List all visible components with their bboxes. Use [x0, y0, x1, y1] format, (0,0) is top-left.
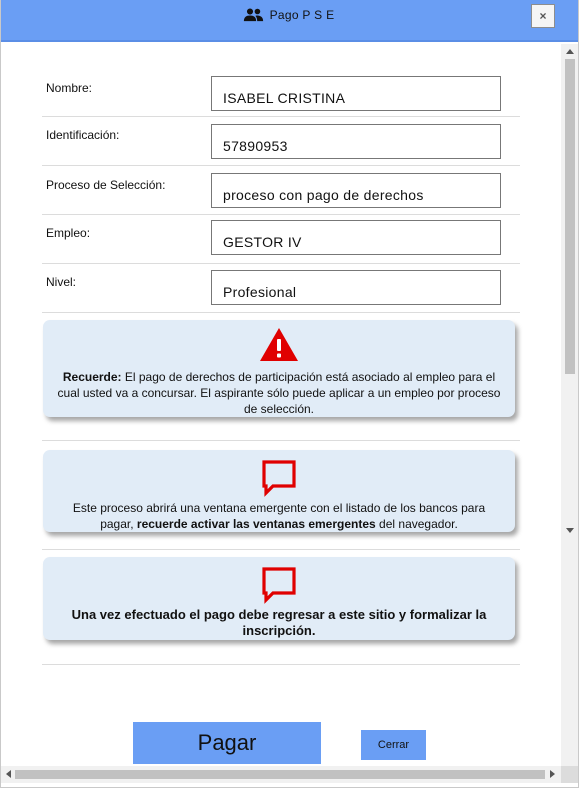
field-row-nivel: [42, 264, 520, 313]
dialog-titlebar[interactable]: [1, 0, 578, 42]
nivel-field[interactable]: Profesional: [211, 270, 501, 305]
scrollbar-corner: [561, 766, 578, 783]
field-label-identificacion: Identificación:: [46, 128, 120, 142]
dialog-title-group: [243, 8, 335, 22]
field-label-proceso: Proceso de Selección:: [46, 178, 166, 192]
horizontal-scrollbar-thumb[interactable]: [15, 770, 545, 779]
divider: [42, 664, 520, 665]
warning-notice-body: El pago de derechos de participación está asociado al empleo para el cual usted va a concursar. El aspirante sólo puede aplicar a un empleo por proceso de selección.: [57, 370, 501, 416]
warning-icon: [57, 327, 501, 363]
popup-notice-body: Este proceso abrirá una ventana emergente con el listado de los bancos para pagar,: [72, 501, 486, 531]
close-button[interactable]: ×: [531, 4, 555, 28]
popup-notice: [43, 450, 515, 532]
cancel-button[interactable]: Cerrar: [361, 730, 426, 760]
empleo-field[interactable]: GESTOR IV: [211, 220, 501, 255]
nombre-field[interactable]: ISABEL CRISTINA: [211, 76, 501, 111]
chat-bubble-icon: [63, 566, 495, 604]
scroll-up-arrow-icon[interactable]: [566, 49, 574, 54]
popup-notice-text: [55, 500, 503, 532]
warning-notice-prefix: Recuerde:: [62, 370, 122, 384]
divider: [42, 549, 520, 550]
field-row-proceso: [42, 166, 520, 215]
scroll-left-arrow-icon[interactable]: [6, 770, 11, 778]
return-notice-text: [63, 607, 495, 639]
popup-notice-emphasis: recuerde activar las ventanas emergentes: [136, 517, 376, 531]
field-row-identificacion: [42, 117, 520, 166]
group-icon: [243, 8, 264, 22]
return-notice: [43, 557, 515, 640]
chat-bubble-icon: [55, 459, 503, 497]
scroll-right-arrow-icon[interactable]: [550, 770, 555, 778]
warning-notice: [43, 320, 515, 417]
identificacion-field[interactable]: 57890953: [211, 124, 501, 159]
field-label-nombre: Nombre:: [46, 81, 93, 95]
scroll-down-arrow-icon[interactable]: [566, 528, 574, 533]
field-row-nombre: [42, 73, 520, 117]
dialog-title: Pago P S E: [269, 8, 335, 22]
return-notice-body: Una vez efectuado el pago debe regresar a este sitio y formalizar la inscripción.: [71, 607, 487, 638]
pay-button[interactable]: Pagar: [133, 722, 321, 764]
dialog-content[interactable]: [1, 44, 561, 766]
proceso-field[interactable]: proceso con pago de derechos: [211, 173, 501, 208]
field-label-empleo: Empleo:: [46, 226, 91, 240]
field-row-empleo: [42, 215, 520, 264]
field-label-nivel: Nivel:: [46, 275, 77, 289]
divider: [42, 440, 520, 441]
vertical-scrollbar-thumb[interactable]: [565, 59, 575, 374]
popup-notice-end: del navegador.: [375, 517, 458, 531]
vertical-scrollbar[interactable]: [561, 44, 578, 766]
warning-notice-text: [57, 369, 501, 417]
horizontal-scrollbar[interactable]: [1, 766, 561, 783]
